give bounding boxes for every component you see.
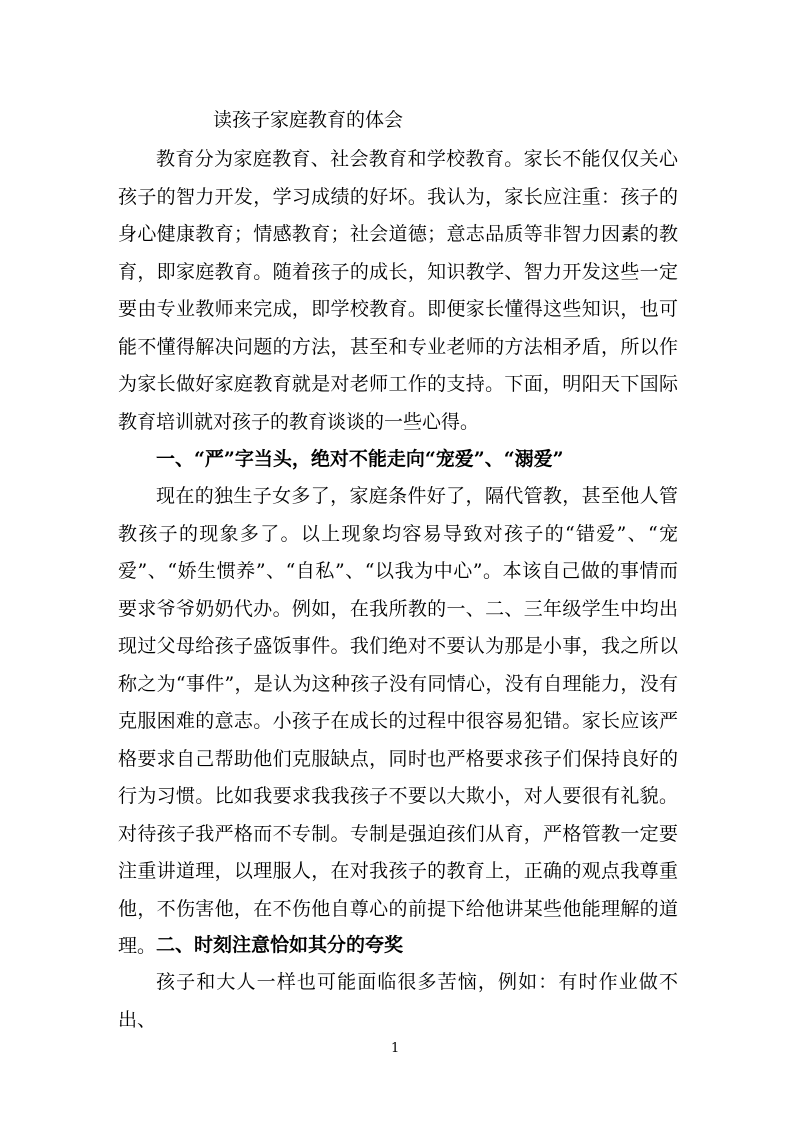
document-title: 读孩子家庭教育的体会 [213, 109, 404, 131]
paragraph-section-1: 现在的独生子女多了，家庭条件好了，隔代管教，甚至他人管教孩子的现象多了。以上现象均容易导致对孩子的“错爱”、“宠爱”、“娇生惯养”、“自私”、“以我为中心”。本该自己做的事情而要求爷爷奶奶代办。例如，在我所教的一、二、三年级学生中均出现过父母给孩子盛饭事件。我们绝对不要认为那是小事，我之所以称之为“事件”，是认为这种孩子没有同情心，没有自理能力，没有克服困难的意志。小孩子在成长的过程中很容易犯错。家长应该严格要求自己帮助他们克服缺点，同时也严格要求孩子们保持良好的行为习惯。比如我要求我我孩子不要以大欺小，对人要很有礼貌。对待孩子我严格而不专制。专制是强迫孩们从育，严格管教一定要注重讲道理，以理服人，在对我孩子的教育上，正确的观点我尊重他，不伤害他，在不伤他自尊心的前提下给他讲某些他能理解的道理。 [118, 485, 678, 957]
section-heading-2: 二、时刻注意恰如其分的夸奖 [156, 934, 404, 956]
paragraph-section-2: 孩子和大人一样也可能面临很多苦恼，例如：有时作业做不出、 [118, 971, 678, 1031]
section-heading-1: 一、“严”字当头，绝对不能走向“宠爱”、“溺爱” [156, 448, 564, 470]
page-number: 1 [391, 1041, 400, 1056]
paragraph-intro: 教育分为家庭教育、社会教育和学校教育。家长不能仅仅关心孩子的智力开发，学习成绩的好坏。我认为，家长应注重：孩子的身心健康教育；情感教育；社会道德；意志品质等非智力因素的教育，即家庭教育。随着孩子的成长，知识教学、智力开发这些一定要由专业教师来完成，即学校教育。即便家长懂得这些知识，也可能不懂得解决问题的方法，甚至和专业老师的方法相矛盾，所以作为家长做好家庭教育就是对老师工作的支持。下面，明阳天下国际教育培训就对孩子的教育谈谈的一些心得。 [118, 148, 678, 433]
